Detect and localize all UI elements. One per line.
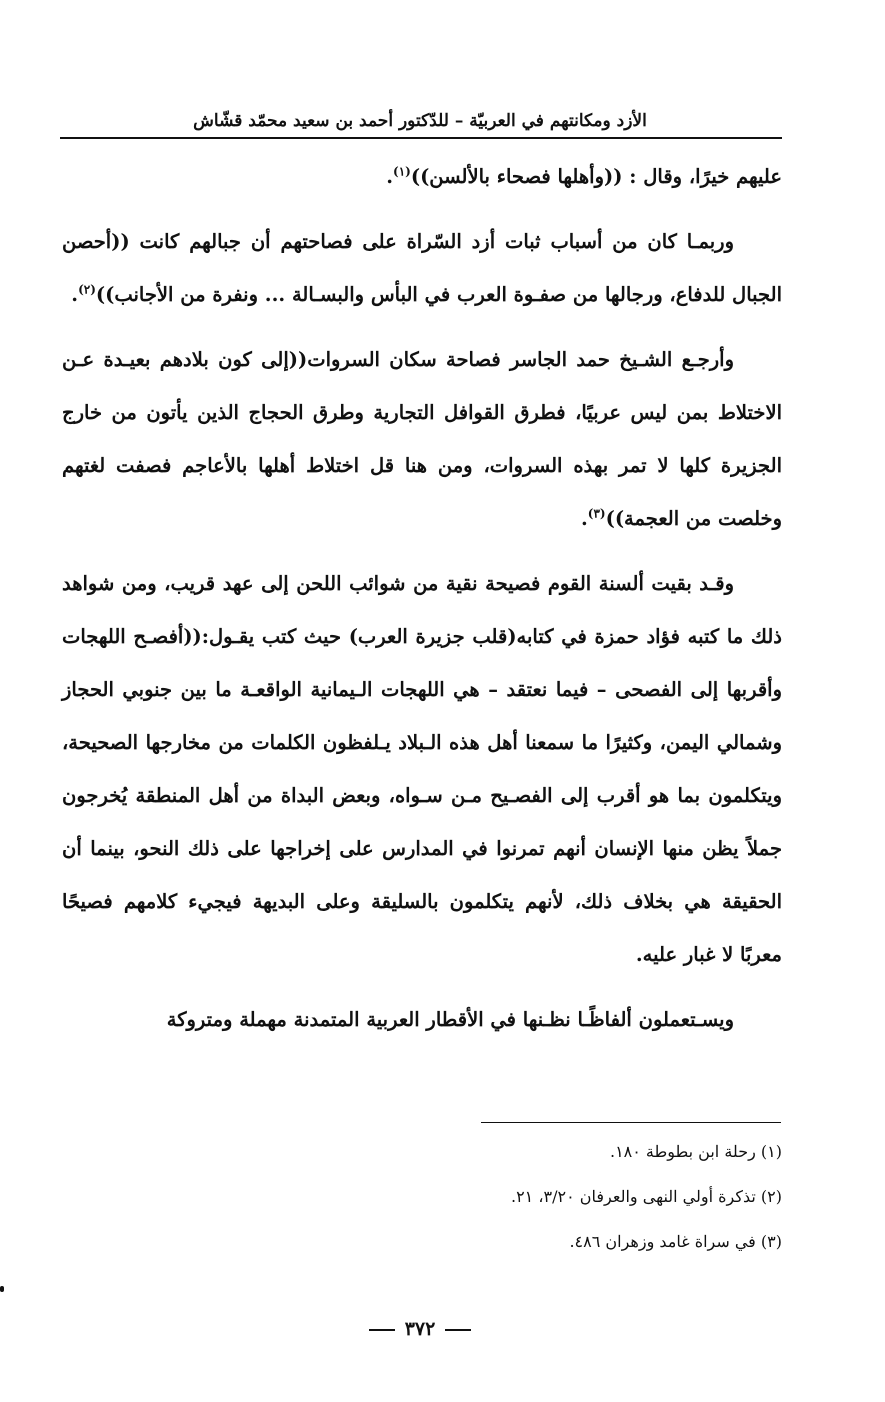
header-rule (60, 137, 782, 139)
paragraph-1-end: . (386, 165, 394, 188)
page-number (0, 1318, 840, 1340)
paragraph-2-text: وربمـا كان من أسباب ثبات أزد السّراة على فصاحتهم أن جبالهم كانت ((أحصن الجبال للدفاع، ورجالها من صفـوة العرب في البأس والبسـالة ... ونفرة من الأجانب)) (62, 230, 782, 306)
paragraph-3 (62, 333, 782, 545)
paragraph-1 (62, 150, 782, 203)
footnotes (100, 1138, 782, 1273)
margin-mark (0, 1286, 4, 1292)
footnote-ref-3[interactable]: (٣) (587, 506, 606, 521)
footnote-ref-1[interactable]: (١) (393, 164, 411, 179)
paragraph-1-text: عليهم خيرًا، وقال : ((وأهلها فصحاء بالألسن)) (410, 165, 782, 188)
page-number-dash-left (369, 1329, 395, 1331)
running-header: الأزد ومكانتهم في العربيّة – للدّكتور أحمد بن سعيد محمّد قشّاش (193, 111, 647, 131)
paragraph-2-end: . (71, 283, 79, 306)
paragraph-3-end: . (580, 507, 588, 530)
paragraph-3-text: وأرجـع الشـيخ حمد الجاسر فصاحة سكان السروات((إلى كون بلادهم بعيـدة عـن الاختلاط بمن ليس عربيًا، فطرق القوافل التجارية وطرق الحجاج الذين يأتون من خارج الجزيرة كلها لا تمر بهذه السروات، ومن هنا قل اختلاط أهلها بالأعاجم فصفت لغتهم وخلصت من العجمة)) (62, 348, 782, 530)
footnote-ref-2[interactable]: (٢) (78, 282, 96, 297)
paragraph-5-text: ويسـتعملون ألفاظًـا نظـنها في الأقطار العربية المتمدنة مهملة ومتروكة (166, 1008, 734, 1031)
footnote-3: (٣) في سراة غامد وزهران ٤٨٦. (569, 1232, 782, 1251)
page-number-value: ٣٧٢ (404, 1318, 436, 1340)
footnote-separator (481, 1122, 781, 1123)
paragraph-4-text: وقـد بقيت ألسنة القوم فصيحة نقية من شوائب اللحن إلى عهد قريب، ومن شواهد ذلك ما كتبه فؤاد حمزة في كتابه(قلب جزيرة العرب) حيث كتب يقـول:((أفصـح اللهجات وأقربها إلى الفصحى – فيما نعتقد – هي اللهجات الـيمانية الواقعـة ما بين جنوبي الحجاز وشمالي اليمن، وكثيرًا ما سمعنا أهل هذه الـبلاد يـلفظون الكلمات من مخارجها الصحيحة، ويتكلمون بما هو أقرب إلى الفصـيح مـن سـواه، وبعض البداة من أهل المنطقة يُخرجون جملاً يظن منها الإنسان أنهم تمرنوا في المدارس على إخراجها على ذلك النحو، بينما أن الحقيقة هي بخلاف ذلك، لأنهم يتكلمون بالسليقة وعلى البديهة فيجيء كلامهم فصيحًا معربًا لا غبار عليه. (62, 572, 783, 966)
paragraph-4 (62, 557, 782, 981)
footnote-2: (٢) تذكرة أولي النهى والعرفان ٣/٢٠، ٢١. (510, 1187, 782, 1206)
body-text (62, 150, 782, 1058)
page-number-dash-right (445, 1329, 471, 1331)
paragraph-5 (62, 993, 782, 1046)
paragraph-2 (62, 215, 782, 321)
footnote-1: (١) رحلة ابن بطوطة ١٨٠. (609, 1142, 782, 1161)
